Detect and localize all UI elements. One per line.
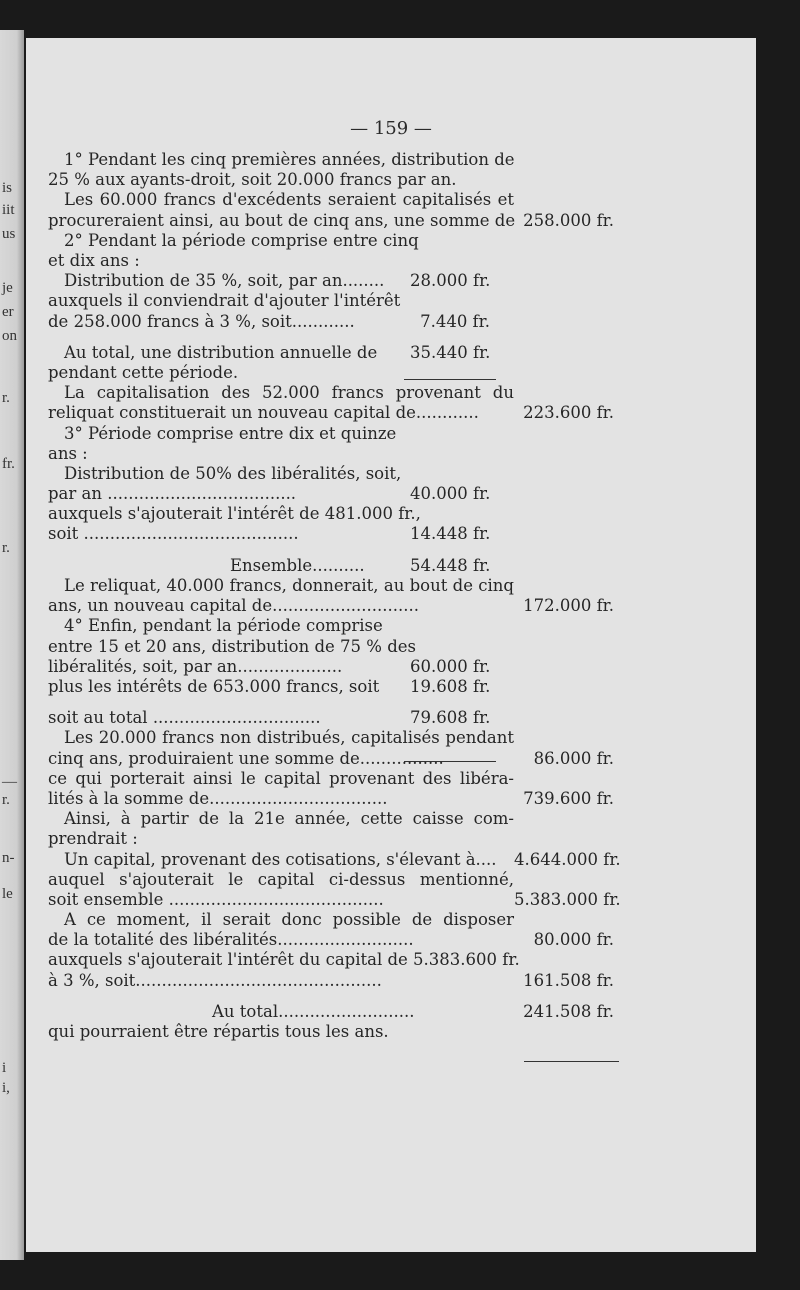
line-text: Au total.......................... <box>212 1001 415 1021</box>
text-line <box>48 403 618 423</box>
text-line <box>48 930 618 950</box>
text-line <box>48 170 618 190</box>
margin-fragment: r. <box>2 390 10 406</box>
amount-column-2: 739.600 fr. <box>523 788 614 808</box>
text-line <box>48 545 618 556</box>
line-text: entre 15 et 20 ans, distribution de 75 % des <box>48 636 416 656</box>
text-line <box>48 424 618 444</box>
line-text: Au total, une distribution annuelle de <box>64 342 378 362</box>
text-line <box>48 332 618 343</box>
amount-column-2: 172.000 fr. <box>523 596 614 616</box>
text-line <box>48 616 618 636</box>
margin-fragment: n- <box>2 850 15 866</box>
text-line <box>48 971 618 991</box>
margin-fragment: on <box>2 328 17 344</box>
amount-column-2: 161.508 fr. <box>523 970 614 990</box>
text-line <box>48 312 618 332</box>
line-text: A ce moment, il serait donc possible de disposer <box>64 910 514 930</box>
text-line <box>48 749 618 769</box>
amount-column-1: 60.000 fr. <box>410 656 491 676</box>
adjacent-page-edge <box>0 30 24 1260</box>
line-text: 3° Période comprise entre dix et quinze <box>64 423 397 443</box>
text-line <box>48 291 618 311</box>
text-line <box>48 728 618 748</box>
line-text: Un capital, provenant des cotisations, s'élevant à.... <box>64 849 497 869</box>
text-line <box>48 343 618 363</box>
line-text: auxquels il conviendrait d'ajouter l'intérêt <box>48 291 401 311</box>
line-text: libéralités, soit, par an.................... <box>48 656 343 676</box>
text-line <box>48 576 618 596</box>
line-text: auxquels s'ajouterait l'intérêt de 481.000 fr., <box>48 504 421 524</box>
text-line <box>48 1002 618 1022</box>
text-line <box>48 657 618 677</box>
margin-fragment: i, <box>2 1080 10 1096</box>
amount-column-1: 54.448 fr. <box>410 555 491 575</box>
text-line <box>48 383 618 403</box>
text-line <box>48 697 618 708</box>
line-text: procureraient ainsi, au bout de cinq ans, une somme de <box>48 210 516 230</box>
line-text: Ensemble.......... <box>230 555 365 575</box>
margin-fragment: is <box>2 180 13 196</box>
line-text: soit ensemble ......................................... <box>48 889 384 909</box>
text-line <box>48 464 618 484</box>
line-text: Les 20.000 francs non distribués, capitalisés pendant <box>64 728 514 748</box>
line-text: ce qui porterait ainsi le capital provenant des libéra- <box>48 768 514 788</box>
text-line <box>48 849 621 870</box>
amount-column-1: 19.608 fr. <box>410 676 491 696</box>
line-text: auquel s'ajouterait le capital ci-dessus mentionné, <box>48 869 514 889</box>
book-page <box>26 38 756 1252</box>
line-text: 1° Pendant les cinq premières années, distribution de <box>64 150 515 169</box>
line-text: prendrait : <box>48 829 138 849</box>
line-text: plus les intérêts de 653.000 francs, soit <box>48 676 380 696</box>
text-line <box>48 889 621 910</box>
text-line <box>48 809 618 829</box>
text-line <box>48 556 618 576</box>
amount-column-1: 28.000 fr. <box>410 271 491 291</box>
text-line <box>48 829 618 849</box>
line-text: La capitalisation des 52.000 francs provenant du <box>64 383 514 403</box>
amount-column-1: 79.608 fr. <box>410 708 491 728</box>
line-text: de la totalité des libéralités.......................... <box>48 930 414 950</box>
text-line <box>48 504 618 524</box>
text-line <box>48 363 618 383</box>
amount-column-1: 14.448 fr. <box>410 524 491 544</box>
text-line <box>48 231 618 251</box>
text-line <box>48 251 618 271</box>
margin-fragment: je <box>2 280 13 296</box>
text-line <box>48 637 618 657</box>
text-line <box>48 1022 618 1042</box>
amount-column-1: 7.440 fr. <box>420 311 490 331</box>
line-text: par an .................................... <box>48 484 297 504</box>
text-line <box>48 677 618 697</box>
margin-fragment: er <box>2 304 14 320</box>
line-text: Distribution de 35 %, soit, par an........ <box>64 271 385 291</box>
amount-column-2: 5.383.000 fr. <box>514 889 621 909</box>
margin-fragment: us <box>2 226 16 242</box>
line-text: 4° Enfin, pendant la période comprise <box>64 616 383 636</box>
amount-column-2: 4.644.000 fr. <box>514 849 621 869</box>
line-text: 2° Pendant la période comprise entre cinq <box>64 230 419 250</box>
text-line <box>48 484 618 504</box>
margin-fragment: iit <box>2 202 15 218</box>
line-text: soit ......................................... <box>48 524 299 544</box>
text-line <box>48 444 618 464</box>
text-line <box>48 789 618 809</box>
margin-fragment: fr. <box>2 456 15 472</box>
line-text: ans, un nouveau capital de............................ <box>48 596 419 616</box>
line-text: reliquat constituerait un nouveau capital de............ <box>48 403 479 423</box>
text-line <box>48 910 618 930</box>
margin-fragment: r. <box>2 792 10 808</box>
text-line <box>48 769 618 789</box>
text-line <box>48 150 618 170</box>
line-text: de 258.000 francs à 3 %, soit............ <box>48 311 355 331</box>
amount-column-1: 40.000 fr. <box>410 484 491 504</box>
line-text: Ainsi, à partir de la 21e année, cette caisse com- <box>64 809 514 829</box>
line-text: pendant cette période. <box>48 362 239 382</box>
text-line <box>48 950 618 970</box>
line-text: soit au total ................................ <box>48 708 321 728</box>
text-line <box>48 271 618 291</box>
amount-column-2: 258.000 fr. <box>523 210 614 230</box>
text-line <box>48 524 618 544</box>
text-line <box>48 708 618 728</box>
line-text: et dix ans : <box>48 250 140 270</box>
line-text: cinq ans, produiraient une somme de................ <box>48 748 444 768</box>
margin-fragment: r. <box>2 540 10 556</box>
total-rule <box>524 1061 619 1062</box>
amount-column-1: 35.440 fr. <box>410 342 491 362</box>
amount-column-2: 80.000 fr. <box>533 930 614 950</box>
amount-column-2: 241.508 fr. <box>523 1001 614 1021</box>
page-number: — 159 — <box>350 118 432 139</box>
text-line <box>48 190 618 210</box>
text-line <box>48 991 618 1002</box>
amount-column-2: 86.000 fr. <box>533 748 614 768</box>
margin-fragment: le <box>2 886 13 902</box>
line-text: ans : <box>48 443 88 463</box>
margin-fragment: — <box>2 774 17 790</box>
text-line <box>48 211 618 231</box>
line-text: auxquels s'ajouterait l'intérêt du capital de 5.383.600 fr. <box>48 950 520 970</box>
margin-fragment: i <box>2 1060 7 1076</box>
text-line <box>48 596 618 616</box>
line-text: à 3 %, soit............................................... <box>48 970 382 990</box>
line-text: Distribution de 50% des libéralités, soit, <box>64 463 402 483</box>
page-text <box>48 150 621 1042</box>
amount-column-2: 223.600 fr. <box>523 403 614 423</box>
line-text: Le reliquat, 40.000 francs, donnerait, au bout de cinq <box>64 575 514 595</box>
line-text: qui pourraient être répartis tous les ans. <box>48 1022 389 1042</box>
line-text: lités à la somme de.................................. <box>48 788 388 808</box>
text-line <box>48 870 618 890</box>
line-text: Les 60.000 francs d'excédents seraient capitalisés et <box>64 190 514 210</box>
line-text: 25 % aux ayants-droit, soit 20.000 francs par an. <box>48 170 457 190</box>
